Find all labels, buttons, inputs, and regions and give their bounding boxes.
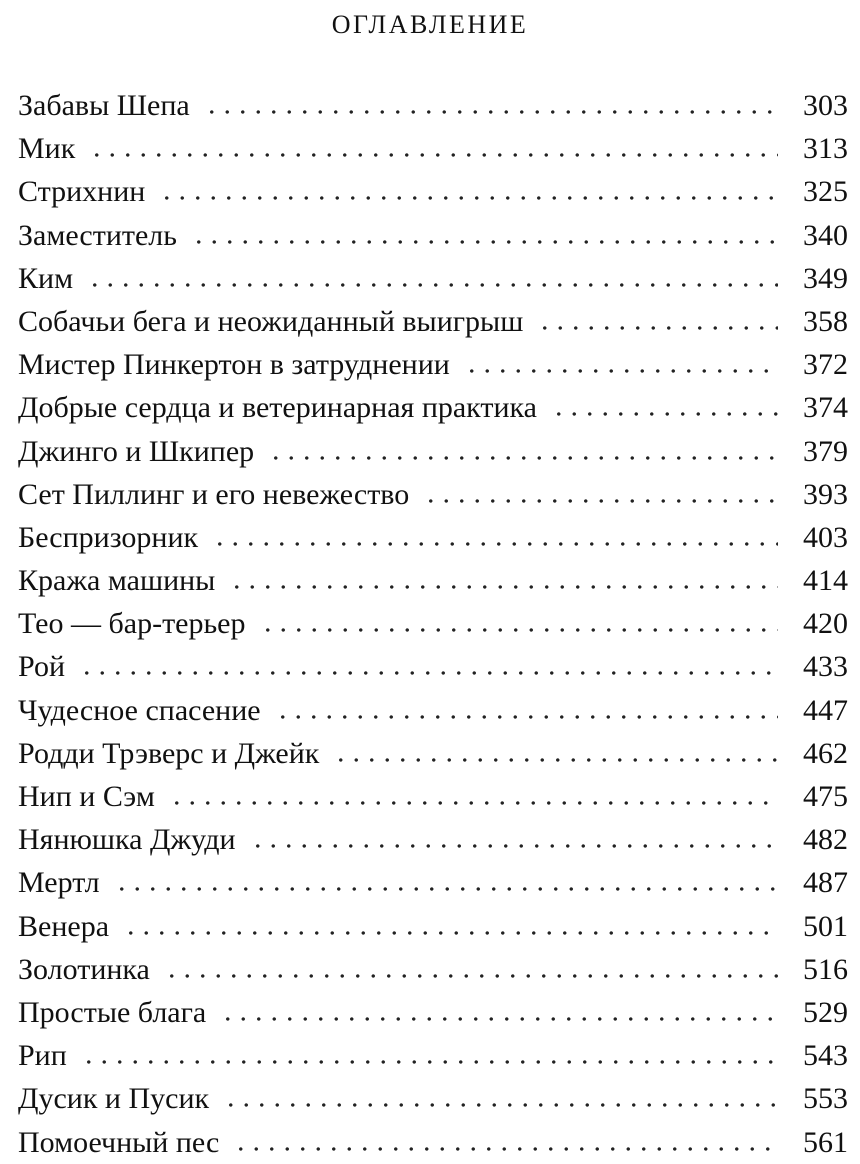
dot-leader: [223, 1102, 778, 1108]
toc-entry: [18, 473, 848, 516]
entry-title: Собачьи бега и неожиданный выигрыш: [18, 304, 524, 338]
entry-title: Стрихнин: [18, 175, 146, 209]
toc-entry: [18, 300, 848, 343]
toc-entry: [18, 516, 848, 559]
entry-title: Тео — бар-терьер: [18, 607, 246, 641]
entry-title: Добрые сердца и ветеринарная практика: [18, 391, 537, 425]
dot-leader: [229, 584, 778, 590]
toc-entry: [18, 689, 848, 732]
entry-page-number: 553: [803, 1082, 848, 1116]
toc-entry: [18, 1077, 848, 1120]
entry-title: Забавы Шепа: [18, 89, 190, 122]
entry-title: Золотинка: [18, 952, 150, 986]
entry-page-number: 447: [803, 693, 848, 727]
entry-title: Родди Трэверс и Джейк: [18, 736, 320, 770]
entry-page-number: 414: [803, 564, 848, 598]
entry-page-number: 543: [803, 1039, 848, 1073]
dot-leader: [164, 973, 778, 979]
dot-leader: [87, 282, 778, 288]
dot-leader: [191, 239, 778, 245]
toc-entry: [18, 170, 848, 213]
dot-leader: [464, 368, 778, 374]
dot-leader: [551, 411, 778, 417]
entry-title: Рип: [18, 1039, 67, 1073]
entry-title: Простые блага: [18, 995, 207, 1029]
dot-leader: [123, 930, 778, 936]
table-of-contents: [18, 84, 848, 1164]
dot-leader: [250, 843, 778, 849]
entry-title: Кража машины: [18, 564, 216, 598]
toc-entry: [18, 905, 848, 948]
dot-leader: [268, 455, 778, 461]
dot-leader: [233, 1146, 778, 1152]
entry-title: Беспризорник: [18, 520, 199, 554]
dot-leader: [81, 1059, 778, 1065]
toc-entry: [18, 430, 848, 473]
entry-page-number: 313: [803, 132, 848, 166]
entry-page-number: 403: [803, 520, 848, 554]
entry-page-number: 420: [803, 607, 848, 641]
entry-title: Дусик и Пусик: [18, 1082, 210, 1116]
toc-entry: [18, 257, 848, 300]
toc-entry: [18, 948, 848, 991]
dot-leader: [79, 670, 778, 676]
toc-entry: [18, 775, 848, 818]
toc-entry: [18, 645, 848, 688]
toc-entry: [18, 343, 848, 386]
toc-entry: [18, 559, 848, 602]
toc-entry: [18, 84, 848, 127]
dot-leader: [204, 109, 778, 115]
toc-entry: [18, 127, 848, 170]
entry-page-number: 374: [803, 391, 848, 425]
dot-leader: [423, 498, 778, 504]
entry-page-number: 529: [803, 995, 848, 1029]
entry-page-number: 482: [803, 823, 848, 857]
toc-entry: [18, 386, 848, 429]
toc-entry: [18, 732, 848, 775]
entry-title: Помоечный пес: [18, 1125, 220, 1159]
entry-page-number: 501: [803, 909, 848, 943]
entry-page-number: 487: [803, 866, 848, 900]
toc-entry: [18, 214, 848, 257]
dot-leader: [220, 1016, 778, 1022]
entry-title: Ким: [18, 261, 74, 295]
dot-leader: [275, 714, 778, 720]
entry-title: Джинго и Шкипер: [18, 434, 255, 468]
dot-leader: [212, 541, 778, 547]
entry-page-number: 433: [803, 650, 848, 684]
dot-leader: [114, 886, 778, 892]
entry-page-number: 325: [803, 175, 848, 209]
entry-page-number: 349: [803, 261, 848, 295]
dot-leader: [169, 800, 778, 806]
entry-title: Мертл: [18, 866, 100, 900]
entry-title: Сет Пиллинг и его невежество: [18, 477, 410, 511]
entry-page-number: 303: [803, 89, 848, 122]
entry-title: Нянюшка Джуди: [18, 823, 236, 857]
entry-page-number: 372: [803, 348, 848, 382]
dot-leader: [333, 757, 778, 763]
entry-title: Нип и Сэм: [18, 780, 155, 813]
entry-page-number: 358: [803, 304, 848, 338]
toc-entry: [18, 991, 848, 1034]
entry-title: Мистер Пинкертон в затруднении: [18, 348, 450, 382]
entry-title: Венера: [18, 909, 110, 943]
entry-page-number: 475: [803, 780, 848, 813]
dot-leader: [159, 195, 778, 201]
entry-page-number: 516: [803, 952, 848, 986]
toc-entry: [18, 602, 848, 645]
entry-title: Заместитель: [18, 218, 177, 252]
entry-title: Мик: [18, 132, 76, 166]
entry-title: Рой: [18, 650, 65, 684]
dot-leader: [537, 325, 778, 331]
entry-page-number: 561: [803, 1125, 848, 1159]
entry-page-number: 379: [803, 434, 848, 468]
toc-entry: [18, 818, 848, 861]
page-title: ОГЛАВЛЕНИЕ: [331, 10, 529, 39]
toc-entry: [18, 1121, 848, 1164]
entry-page-number: 462: [803, 736, 848, 770]
toc-entry: [18, 1034, 848, 1077]
toc-entry: [18, 861, 848, 904]
entry-title: Чудесное спасение: [18, 693, 261, 727]
entry-page-number: 340: [803, 218, 848, 252]
entry-page-number: 393: [803, 477, 848, 511]
dot-leader: [89, 152, 778, 158]
dot-leader: [260, 627, 779, 633]
